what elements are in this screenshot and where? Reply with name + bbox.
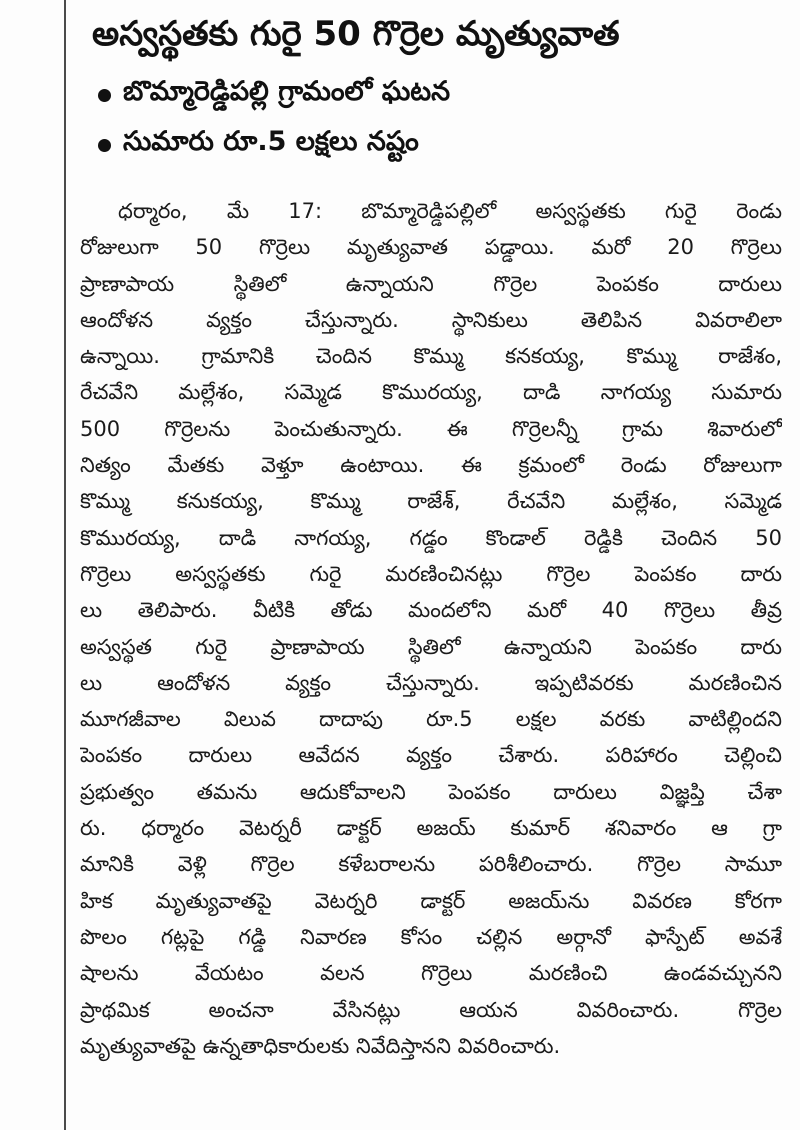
body-line: మృత్యువాతపై ఉన్నతాధికారులకు నివేదిస్తానని వివరించారు. [80, 1033, 561, 1058]
body-line: మానికి వెళ్లి గొర్రెల కళేబరాలను పరిశీలించారు. గొర్రెల సామూ [80, 852, 782, 877]
bullet-icon [98, 89, 111, 102]
body-line: నిత్యం మేతకు వెళ్తూ ఉంటాయి. ఈ క్రమంలో రెండు రోజులుగా [80, 453, 782, 478]
body-line: 500 గొర్రెలను పెంచుతున్నారు. ఈ గొర్రెలన్నీ గ్రామ శివారులో [80, 416, 782, 441]
body-line: షాలను వేయటం వలన గొర్రెలు మరణించి ఉండవచ్చునని [80, 961, 782, 986]
subhead-text: సుమారు రూ.5 లక్షలు నష్టం [123, 126, 419, 157]
column-divider [64, 0, 66, 1130]
body-line: హిక మృత్యువాతపై వెటర్నరి డాక్టర్ అజయ్‌ను వివరణ కోరగా [80, 888, 782, 913]
body-line: మూగజీవాల విలువ దాదాపు రూ.5 లక్షల వరకు వాటిల్లిందని [80, 707, 782, 732]
body-line: రేచవేని మల్లేశం, సమ్మెడ కొమురయ్య, దాడి నాగయ్య సుమారు [80, 380, 782, 405]
body-line: ధర్మారం, మే 17: బొమ్మారెడ్డిపల్లిలో అస్వస్థతకు గురై రెండు [118, 199, 782, 223]
headline: అస్వస్థతకు గురై 50 గొర్రెల మృత్యువాత [92, 14, 620, 54]
subhead-item [92, 70, 792, 120]
body-line: లు ఆందోళన వ్యక్తం చేస్తున్నారు. ఇప్పటివరకు మరణించిన [80, 670, 782, 695]
body-line: ఉన్నాయి. గ్రామానికి చెందిన కొమ్ము కనకయ్య, కొమ్ము రాజేశం, [80, 344, 782, 369]
body-line: రోజులుగా 50 గొర్రెలు మృత్యువాత పడ్డాయి. మరో 20 గొర్రెలు [80, 235, 782, 260]
subhead-list [92, 70, 792, 170]
body-line: కొమ్ము కనుకయ్య, కొమ్ము రాజేశ్, రేచవేని మల్లేశం, సమ్మెడ [80, 489, 782, 514]
body-line: కొమురయ్య, దాడి నాగయ్య, గడ్డం కొండాల్ రెడ్డికి చెందిన 50 [80, 525, 782, 550]
body-line: ఆందోళన వ్యక్తం చేస్తున్నారు. స్థానికులు తెలిపిన వివరాలిలా [80, 307, 782, 332]
body-line: గొర్రెలు అస్వస్థతకు గురై మరణించినట్లు గొర్రెల పెంపకం దారు [80, 561, 782, 586]
body-line: ప్రభుత్వం తమను ఆదుకోవాలని పెంపకం దారులు విజ్ఞప్తి చేశా [80, 779, 782, 804]
body-line: ప్రాథమిక అంచనా వేసినట్లు ఆయన వివరించారు. గొర్రెల [80, 997, 782, 1022]
subhead-text: బొమ్మారెడ్డిపల్లి గ్రామంలో ఘటన [123, 76, 451, 107]
body-line: లు తెలిపారు. వీటికి తోడు మందలోని మరో 40 గొర్రెలు తీవ్ర [80, 598, 782, 623]
article-body [80, 193, 782, 1064]
body-line: పొలం గట్లపై గడ్డి నివారణ కోసం చల్లిన అర్గానో ఫాస్పేట్ అవశే [80, 924, 782, 949]
body-line: అస్వస్థత గురై ప్రాణాపాయ స్థితిలో ఉన్నాయని పెంపకం దారు [80, 634, 782, 659]
body-line: పెంపకం దారులు ఆవేదన వ్యక్తం చేశారు. పరిహారం చెల్లించి [80, 743, 782, 768]
body-line: రు. ధర్మారం వెటర్నరీ డాక్టర్ అజయ్ కుమార్ శనివారం ఆ గ్రా [80, 816, 782, 841]
bullet-icon [98, 139, 111, 152]
body-line: ప్రాణాపాయ స్థితిలో ఉన్నాయని గొర్రెల పెంపకం దారులు [80, 271, 782, 296]
subhead-item [92, 120, 792, 170]
